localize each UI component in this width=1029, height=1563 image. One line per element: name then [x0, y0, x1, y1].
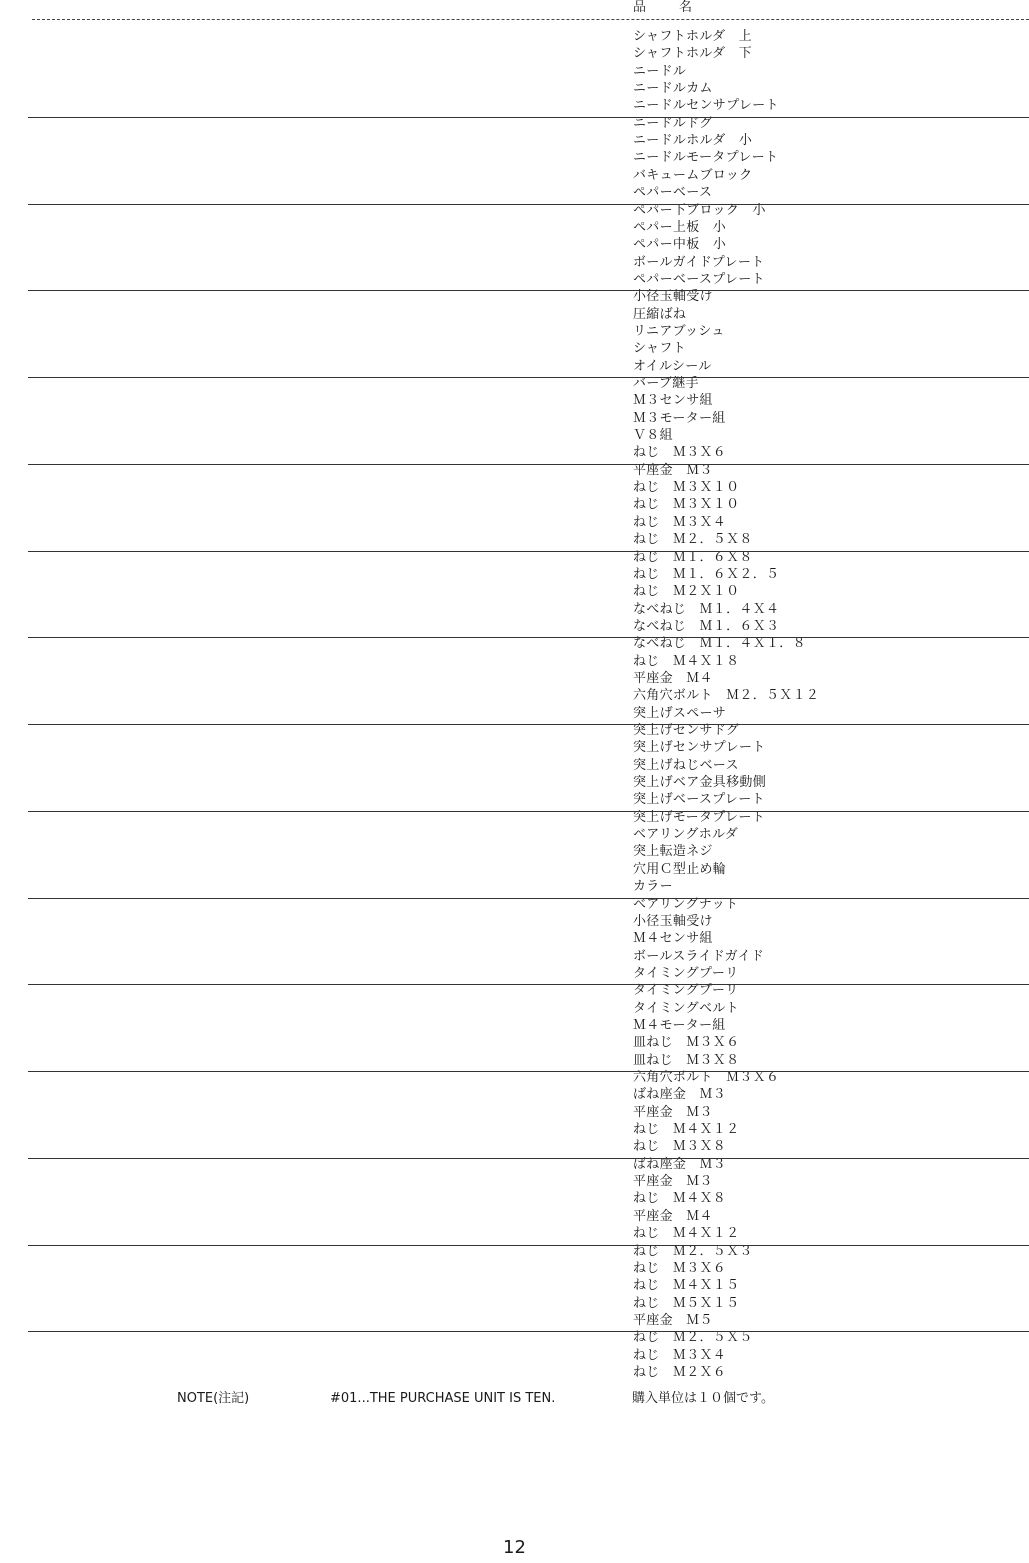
part-name: ニードルモータプレート: [633, 150, 779, 166]
part-name: ペパーベース: [633, 185, 713, 201]
part-name: ねじ Ｍ１．６Ｘ２．５: [633, 566, 780, 582]
part-name: オイルシール: [633, 358, 712, 374]
part-name: タイミングベルト: [633, 1000, 739, 1016]
part-name: 突上げスペーサ: [633, 705, 727, 721]
part-name: ベアリングナット: [633, 896, 739, 912]
part-name: 六角穴ボルト Ｍ３Ｘ６: [633, 1070, 780, 1085]
part-name: ペパー上板 小: [633, 219, 727, 235]
part-name: ペパー下ブロック 小: [633, 202, 766, 218]
part-name: 皿ねじ Ｍ３Ｘ８: [633, 1052, 740, 1068]
group-separator: [28, 1245, 1029, 1246]
part-name: ねじ Ｍ２．５Ｘ５: [633, 1330, 753, 1346]
part-name: なべねじ Ｍ１．４Ｘ４: [633, 601, 780, 617]
part-name: Ｍ４モーター組: [633, 1017, 726, 1033]
header-dashed-divider: [32, 19, 1029, 20]
part-name: ニードルドグ: [633, 115, 713, 131]
part-name: タイミングプーリ: [633, 965, 739, 981]
part-name: ベアリングホルダ: [633, 827, 739, 843]
part-name: ねじ Ｍ３Ｘ１０: [633, 480, 740, 496]
page-number: 12: [503, 1537, 526, 1558]
group-separator: [28, 117, 1029, 118]
part-name: ねじ Ｍ４Ｘ１２: [633, 1226, 740, 1242]
part-name: ボールスライドガイド: [633, 948, 765, 964]
part-name: 圧縮ばね: [633, 306, 687, 322]
part-name: バキュームブロック: [633, 167, 753, 183]
part-name: ねじ Ｍ２Ｘ１０: [633, 584, 740, 600]
part-name: 穴用Ｃ型止め輪: [633, 861, 727, 877]
part-name: 突上げベア金具移動側: [633, 775, 767, 791]
part-name: ねじ Ｍ３Ｘ８: [633, 1139, 727, 1155]
part-name: 六角穴ボルト Ｍ２．５Ｘ１２: [633, 688, 820, 704]
part-name: 小径玉軸受け: [633, 289, 713, 305]
part-name: ねじ Ｍ４Ｘ８: [633, 1191, 727, 1207]
part-name: ねじ Ｍ３Ｘ６: [633, 1260, 727, 1276]
part-name: 平座金 Ｍ４: [633, 670, 713, 686]
group-separator: [28, 1331, 1029, 1332]
note-english: #01...THE PURCHASE UNIT IS TEN.: [330, 1391, 556, 1406]
part-name: 突上げセンサプレート: [633, 740, 766, 756]
part-name: ねじ Ｍ２．５Ｘ３: [633, 1243, 753, 1259]
part-name: ねじ Ｍ３Ｘ４: [633, 514, 727, 530]
part-name: シャフトホルダ 下: [633, 46, 752, 62]
part-name: ニードルカム: [633, 81, 713, 97]
part-name: ニードルセンサプレート: [633, 98, 779, 114]
group-separator: [28, 551, 1029, 552]
part-name: 突上げベースプレート: [633, 792, 765, 808]
group-separator: [28, 1158, 1029, 1159]
part-name: リニアブッシュ: [633, 323, 725, 339]
column-title: 品 名: [633, 0, 703, 15]
part-name: ねじ Ｍ２Ｘ６: [633, 1364, 727, 1380]
part-name: ねじ Ｍ１．６Ｘ８: [633, 549, 753, 565]
part-name: タイミングプーリ: [633, 983, 739, 999]
part-name: 平座金 Ｍ５: [633, 1312, 713, 1328]
part-name: なべねじ Ｍ１．６Ｘ３: [633, 618, 780, 634]
part-name: ニードルホルダ 小: [633, 133, 753, 149]
group-separator: [28, 464, 1029, 465]
group-separator: [28, 984, 1029, 985]
note-label: NOTE(注記): [177, 1391, 250, 1406]
part-name: ニードル: [633, 63, 687, 79]
part-name: Ｍ３モーター組: [633, 410, 726, 426]
group-separator: [28, 290, 1029, 291]
part-name: シャフト: [633, 341, 686, 357]
part-name: 突上げセンサドグ: [633, 723, 740, 738]
part-name: 突上げねじベース: [633, 757, 739, 773]
part-name: ねじ Ｍ３Ｘ１０: [633, 497, 740, 513]
part-name: ねじ Ｍ３Ｘ６: [633, 445, 727, 461]
part-name: 平座金 Ｍ３: [633, 1104, 713, 1120]
part-name: 平座金 Ｍ３: [633, 1174, 713, 1190]
group-separator: [28, 898, 1029, 899]
part-name: Ｍ３センサ組: [633, 393, 713, 409]
part-name: 皿ねじ Ｍ３Ｘ６: [633, 1035, 740, 1051]
part-name: Ｖ８組: [633, 428, 673, 444]
group-separator: [28, 811, 1029, 812]
group-separator: [28, 637, 1029, 638]
group-separator: [28, 724, 1029, 725]
part-name: ばね座金 Ｍ３: [633, 1156, 727, 1172]
part-name: ねじ Ｍ５Ｘ１５: [633, 1295, 740, 1311]
part-name: Ｍ４センサ組: [633, 931, 713, 947]
part-name: ねじ Ｍ４Ｘ１８: [633, 653, 740, 669]
part-name: ねじ Ｍ４Ｘ１２: [633, 1122, 740, 1138]
part-name: 突上げモータプレート: [633, 809, 765, 825]
part-name: 平座金 Ｍ３: [633, 462, 713, 478]
part-name: 平座金 Ｍ４: [633, 1208, 713, 1224]
part-name: なべねじ Ｍ１．４Ｘ１．８: [633, 636, 806, 652]
part-name: ねじ Ｍ３Ｘ４: [633, 1347, 727, 1363]
part-name: ボールガイドプレート: [633, 254, 765, 270]
group-separator: [28, 1071, 1029, 1072]
part-name: バーブ継手: [633, 376, 699, 391]
part-name: カラー: [633, 879, 673, 895]
part-name: ねじ Ｍ４Ｘ１５: [633, 1278, 740, 1294]
part-name: ペパーベースプレート: [633, 271, 765, 287]
part-name: シャフトホルダ 上: [633, 29, 752, 44]
group-separator: [28, 204, 1029, 205]
part-name: ばね座金 Ｍ３: [633, 1087, 727, 1103]
part-name: ねじ Ｍ２．５Ｘ８: [633, 532, 753, 548]
note-japanese: 購入単位は１０個です。: [632, 1391, 774, 1406]
part-name: ペパー中板 小: [633, 237, 727, 253]
part-name: 小径玉軸受け: [633, 913, 713, 929]
group-separator: [28, 377, 1029, 378]
part-name: 突上転造ネジ: [633, 844, 713, 860]
